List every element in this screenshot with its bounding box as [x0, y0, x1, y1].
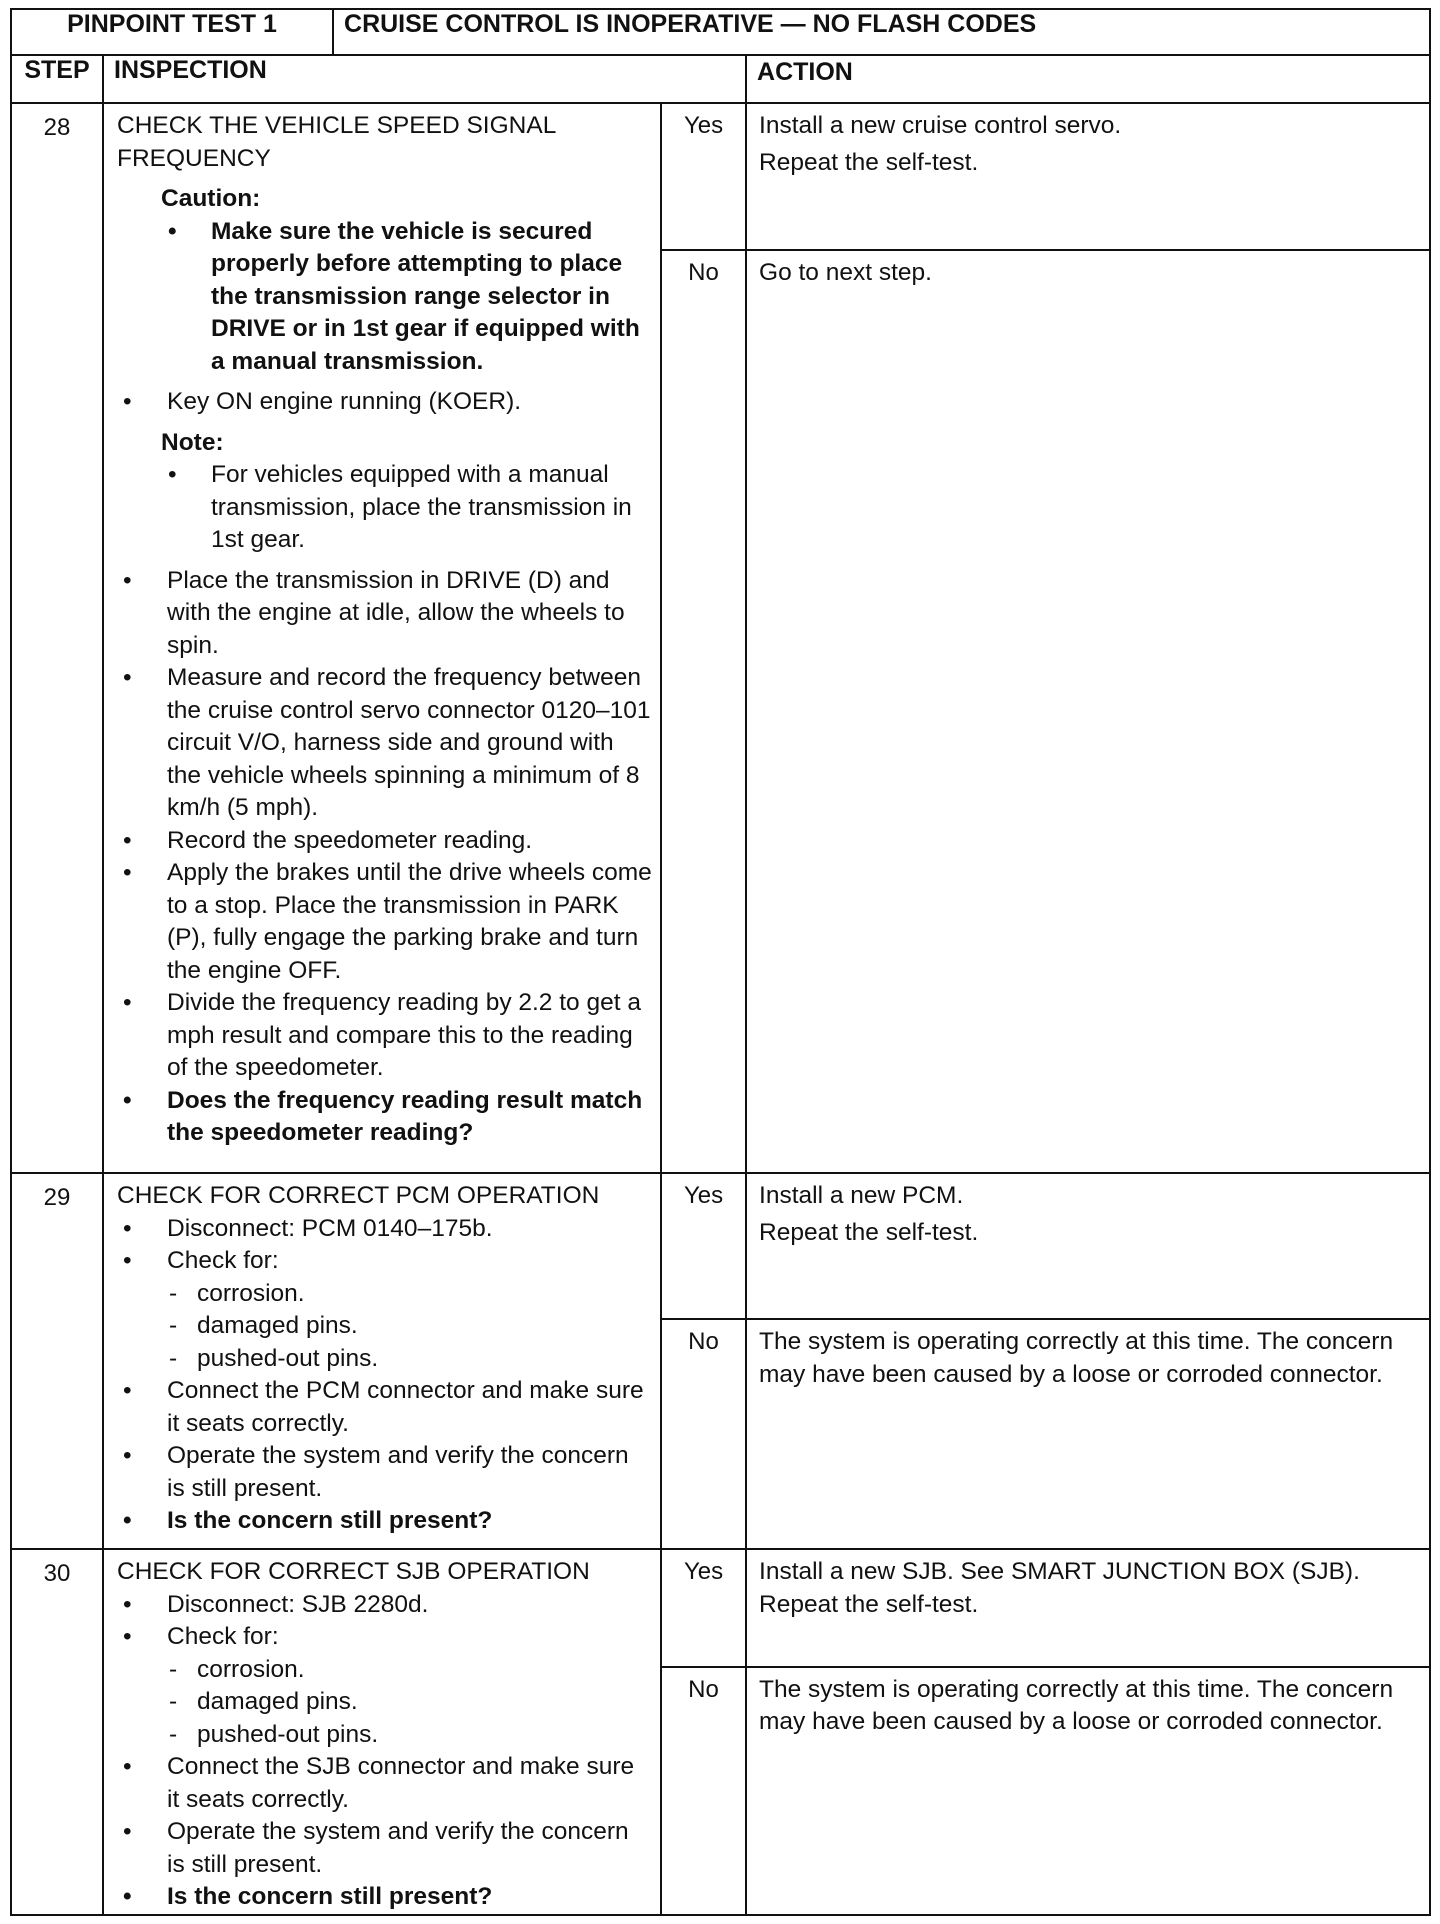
bullet-koer: • Key ON engine running (KOER).: [117, 386, 652, 419]
yes-action: [746, 1549, 1430, 1667]
list-item: • Connect the PCM connector and make sure it seats correctly.: [117, 1375, 652, 1440]
list-item: • Operate the system and verify the concern is still present.: [117, 1816, 652, 1881]
list-item: • Check for:: [117, 1621, 652, 1654]
no-label: No: [661, 1319, 746, 1549]
list-item: • Measure and record the frequency between the cruise control servo connector 0120–101 circuit V/O, harness side and ground with the vehicle wheels spinning a minimum of 8 km/h (5 mph).: [117, 662, 652, 825]
column-header-row: [11, 55, 1430, 103]
list-item: • Place the transmission in DRIVE (D) and with the engine at idle, allow the wheels to spin.: [117, 565, 652, 663]
step-question: • Is the concern still present?: [117, 1505, 652, 1538]
column-header-action: ACTION: [746, 55, 1430, 103]
table-header-row: [11, 9, 1430, 55]
action-text: Install a new SJB. See SMART JUNCTION BOX (SJB). Repeat the self-test.: [759, 1558, 1360, 1618]
note-label: Note:: [161, 428, 224, 456]
action-text: Go to next step.: [759, 259, 932, 286]
step-number: 28: [11, 103, 103, 1173]
yes-action: [746, 103, 1430, 250]
step-question: • Is the concern still present?: [117, 1881, 652, 1914]
action-text: Repeat the self-test.: [759, 148, 979, 176]
action-text: The system is operating correctly at this time. The concern may have been caused by a loose or corroded connector.: [759, 1675, 1394, 1736]
step-title: CHECK FOR CORRECT SJB OPERATION: [117, 1558, 590, 1585]
action-text: Install a new PCM.: [759, 1182, 964, 1209]
pinpoint-test-document: [10, 8, 1429, 1908]
column-header-step: STEP: [11, 55, 103, 103]
check-item: - pushed-out pins.: [117, 1343, 652, 1376]
check-list: [117, 1654, 652, 1752]
check-item: - damaged pins.: [117, 1686, 652, 1719]
column-header-inspection: INSPECTION: [103, 55, 746, 103]
check-item: - pushed-out pins.: [117, 1719, 652, 1752]
step-30-yes-row: [11, 1549, 1430, 1667]
list-item: • Operate the system and verify the concern is still present.: [117, 1440, 652, 1505]
test-title: CRUISE CONTROL IS INOPERATIVE — NO FLASH CODES: [333, 9, 1430, 55]
check-item: - corrosion.: [117, 1278, 652, 1311]
yes-label: Yes: [661, 1173, 746, 1319]
caution-list: [117, 216, 652, 379]
yes-action: [746, 1173, 1430, 1319]
step-title: CHECK THE VEHICLE SPEED SIGNAL: [117, 112, 557, 139]
step-number: 29: [11, 1173, 103, 1549]
list-item: • Divide the frequency reading by 2.2 to get a mph result and compare this to the reading of the speedometer.: [117, 987, 652, 1085]
check-item: - damaged pins.: [117, 1310, 652, 1343]
step-question: • Does the frequency reading result match the speedometer reading?: [117, 1085, 652, 1150]
action-text: Repeat the self-test.: [759, 1218, 979, 1246]
step-bullets: [117, 1751, 652, 1914]
yes-label: Yes: [661, 1549, 746, 1667]
step-bullets: [117, 1213, 652, 1278]
no-action: [746, 1319, 1430, 1549]
step-bullets: [117, 565, 652, 1150]
check-list: [117, 1278, 652, 1376]
step-number: 30: [11, 1549, 103, 1915]
list-item: • Check for:: [117, 1245, 652, 1278]
step-29-inspection: [103, 1173, 661, 1549]
no-action: [746, 1667, 1430, 1915]
no-label: No: [661, 1667, 746, 1915]
caution-label: Caution:: [161, 185, 261, 212]
no-action: [746, 250, 1430, 1173]
list-item: • Apply the brakes until the drive wheels come to a stop. Place the transmission in PARK (P), fully engage the parking brake and turn the engine OFF.: [117, 857, 652, 987]
list-item: • Disconnect: SJB 2280d.: [117, 1589, 652, 1622]
step-28-inspection: [103, 103, 661, 1173]
yes-label: Yes: [661, 103, 746, 250]
test-id: PINPOINT TEST 1: [11, 9, 333, 55]
action-text: The system is operating correctly at this time. The concern may have been caused by a loose or corroded connector.: [759, 1328, 1394, 1388]
step-bullets: [117, 386, 652, 419]
step-title: CHECK FOR CORRECT PCM OPERATION: [117, 1182, 600, 1209]
step-bullets: [117, 1375, 652, 1538]
list-item: • Disconnect: PCM 0140–175b.: [117, 1213, 652, 1246]
action-text: Install a new cruise control servo.: [759, 112, 1122, 139]
note-list: [117, 459, 652, 557]
check-item: - corrosion.: [117, 1654, 652, 1687]
step-29-yes-row: [11, 1173, 1430, 1319]
step-28-yes-row: [11, 103, 1430, 250]
list-item: • Record the speedometer reading.: [117, 825, 652, 858]
list-item: • Connect the SJB connector and make sure it seats correctly.: [117, 1751, 652, 1816]
step-30-inspection: [103, 1549, 661, 1915]
step-bullets: [117, 1589, 652, 1654]
caution-text: • Make sure the vehicle is secured properly before attempting to place the transmission range selector in DRIVE or in 1st gear if equipped with a manual transmission.: [117, 216, 652, 379]
note-text: • For vehicles equipped with a manual transmission, place the transmission in 1st gear.: [117, 459, 652, 557]
no-label: No: [661, 250, 746, 1173]
pinpoint-test-table: [10, 8, 1431, 1916]
step-title-cont: FREQUENCY: [117, 144, 271, 172]
